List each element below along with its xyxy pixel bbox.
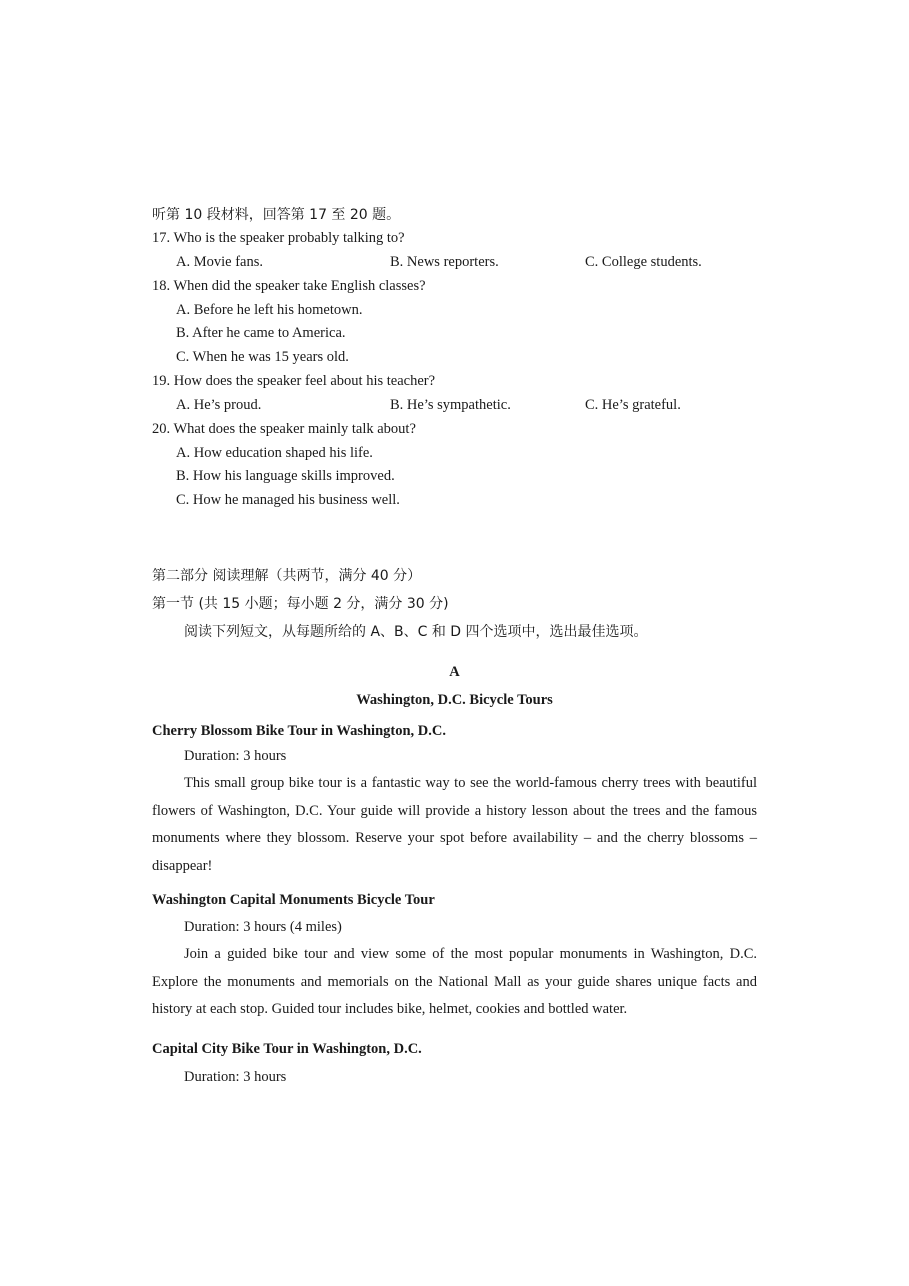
listening-instruction: 听第 10 段材料，回答第 17 至 20 题。: [152, 207, 401, 223]
question-18-option-c: C. When he was 15 years old.: [176, 349, 349, 365]
question-17-option-a: A. Movie fans.: [176, 254, 263, 270]
tour-1-description: This small group bike tour is a fantastic way to see the world-famous cherry trees with beautiful flowers of Washington, D.C. Your guide will provide a history lesson about the trees and the famous monuments where they blossom. Reserve your spot before availability – and the cherry blossoms – disappear!: [152, 775, 757, 874]
tour-1-name: Cherry Blossom Bike Tour in Washington, D.C.: [152, 723, 446, 739]
question-20-stem: 20. What does the speaker mainly talk about?: [152, 421, 416, 437]
reading-directions: 阅读下列短文，从每题所给的 A、B、C 和 D 四个选项中，选出最佳选项。: [184, 624, 648, 640]
tour-2-duration: Duration: 3 hours (4 miles): [184, 919, 342, 935]
passage-title: Washington, D.C. Bicycle Tours: [356, 692, 553, 708]
question-17-option-b: B. News reporters.: [390, 254, 499, 270]
part-two-title: 第二部分 阅读理解（共两节，满分 40 分）: [152, 568, 422, 584]
question-18-option-a: A. Before he left his hometown.: [176, 302, 363, 318]
tour-1-duration: Duration: 3 hours: [184, 748, 287, 764]
question-20-option-c: C. How he managed his business well.: [176, 492, 400, 508]
tour-2-description: Join a guided bike tour and view some of the most popular monuments in Washington, D.C. Explore the monuments and memorials on the National Mall as your guide shares unique facts and history at each stop. Guided tour includes bike, helmet, cookies and bottled water.: [152, 946, 757, 1017]
passage-letter: A: [449, 664, 460, 680]
tour-3-name: Capital City Bike Tour in Washington, D.C.: [152, 1041, 422, 1057]
question-18-option-b: B. After he came to America.: [176, 325, 346, 341]
tour-3-duration: Duration: 3 hours: [184, 1069, 287, 1085]
question-20-option-a: A. How education shaped his life.: [176, 445, 373, 461]
question-18-stem: 18. When did the speaker take English classes?: [152, 278, 426, 294]
question-19-stem: 19. How does the speaker feel about his teacher?: [152, 373, 436, 389]
question-17-option-c: C. College students.: [585, 254, 702, 270]
tour-2-name: Washington Capital Monuments Bicycle Tour: [152, 892, 435, 908]
section-one-title: 第一节 (共 15 小题；每小题 2 分，满分 30 分): [152, 596, 449, 612]
question-17-stem: 17. Who is the speaker probably talking to?: [152, 230, 405, 246]
question-19-option-c: C. He’s grateful.: [585, 397, 681, 413]
question-20-option-b: B. How his language skills improved.: [176, 468, 395, 484]
question-19-option-b: B. He’s sympathetic.: [390, 397, 511, 413]
question-19-option-a: A. He’s proud.: [176, 397, 262, 413]
